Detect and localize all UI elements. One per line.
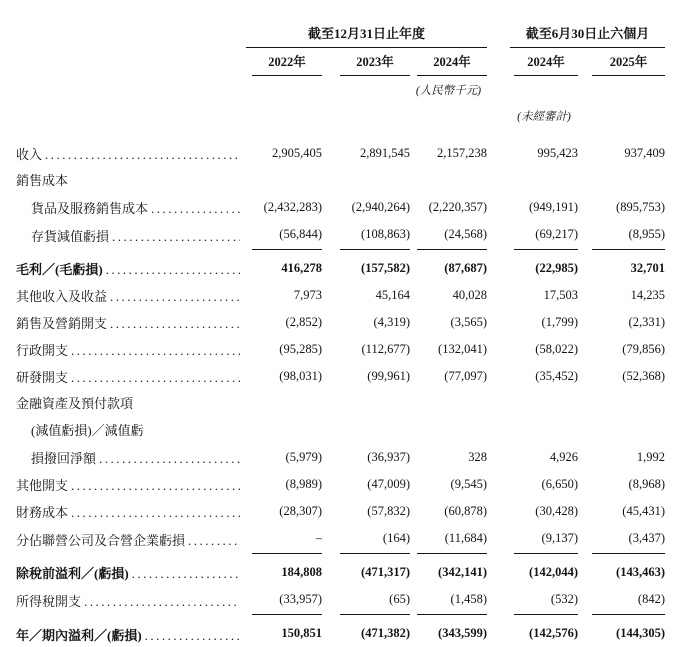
cell-2024 bbox=[410, 309, 487, 337]
row-label-cell bbox=[16, 560, 246, 587]
dot-leader bbox=[106, 256, 240, 283]
row-label: 收入 bbox=[16, 147, 43, 162]
cell-2025-interim bbox=[578, 586, 665, 615]
cell-2022 bbox=[246, 525, 322, 554]
cell-value: (144,305) bbox=[592, 620, 665, 647]
cell-value: (2,331) bbox=[628, 315, 665, 329]
cell-value: 4,926 bbox=[549, 450, 578, 464]
cell-2024-interim bbox=[510, 140, 578, 168]
cell-2022 bbox=[246, 498, 322, 526]
cell-2023 bbox=[322, 559, 410, 587]
cell-2025-interim bbox=[578, 471, 665, 499]
cell-value: (157,582) bbox=[361, 261, 410, 275]
dot-leader bbox=[71, 499, 240, 526]
table-row bbox=[16, 336, 700, 363]
cell-2025-interim bbox=[578, 167, 665, 194]
cell-2023 bbox=[322, 167, 410, 194]
cell-value: 45,164 bbox=[375, 288, 410, 302]
cell-2024-interim bbox=[510, 498, 578, 526]
row-label: 分佔聯營公司及合營企業虧損 bbox=[16, 533, 186, 548]
cell-value: (56,844) bbox=[252, 221, 322, 250]
row-label-cell bbox=[16, 167, 246, 194]
cell-2022 bbox=[246, 559, 322, 587]
row-label-cell bbox=[16, 256, 246, 283]
row-label-cell bbox=[16, 223, 246, 250]
cell-value bbox=[514, 406, 578, 407]
cell-value: (22,985) bbox=[535, 261, 578, 275]
cell-2024 bbox=[410, 586, 487, 615]
cell-value: 937,409 bbox=[624, 146, 665, 160]
row-label-cell bbox=[16, 310, 246, 337]
dot-leader bbox=[71, 337, 240, 364]
table-row bbox=[16, 390, 700, 417]
cell-2024-interim bbox=[510, 444, 578, 472]
cell-2025-interim bbox=[578, 140, 665, 168]
cell-2023 bbox=[322, 194, 410, 222]
header-year-columns bbox=[16, 48, 700, 76]
cell-2022 bbox=[246, 167, 322, 194]
row-label: 貨品及服務銷售成本 bbox=[31, 201, 149, 216]
cell-2024 bbox=[410, 498, 487, 526]
row-label-cell bbox=[16, 527, 246, 554]
cell-value: (2,852) bbox=[285, 315, 322, 329]
cell-2022 bbox=[246, 586, 322, 615]
cell-2025-interim bbox=[578, 221, 665, 250]
unaudited-note: (未經審計) bbox=[517, 111, 571, 123]
cell-value: (87,687) bbox=[444, 261, 487, 275]
cell-2023 bbox=[322, 255, 410, 283]
header-unaudited-row bbox=[16, 98, 700, 124]
cell-2025-interim bbox=[578, 336, 665, 364]
cell-2024 bbox=[410, 559, 487, 587]
cell-2025-interim bbox=[578, 390, 665, 417]
table-row bbox=[16, 498, 700, 525]
cell-value: (132,041) bbox=[438, 342, 487, 356]
cell-2024 bbox=[410, 471, 487, 499]
table-row bbox=[16, 471, 700, 498]
table-row bbox=[16, 444, 700, 471]
cell-2022 bbox=[246, 363, 322, 391]
dot-leader bbox=[112, 223, 240, 250]
row-label-cell bbox=[16, 337, 246, 364]
cell-value: (471,382) bbox=[340, 620, 410, 647]
row-label: (減值虧損)／減值虧 bbox=[31, 423, 144, 438]
cell-2024-interim bbox=[510, 309, 578, 337]
cell-value: 328 bbox=[468, 450, 487, 464]
cell-2022 bbox=[246, 255, 322, 283]
cell-value: (342,141) bbox=[438, 565, 487, 579]
cell-2025-interim bbox=[578, 282, 665, 310]
cell-2024 bbox=[410, 140, 487, 168]
table-row bbox=[16, 417, 700, 444]
cell-2022 bbox=[246, 620, 322, 647]
cell-2024 bbox=[410, 444, 487, 472]
cell-2024 bbox=[410, 620, 487, 647]
cell-value: (6,650) bbox=[541, 477, 578, 491]
cell-value: (2,432,283) bbox=[263, 200, 322, 214]
dot-leader bbox=[110, 310, 240, 337]
row-label-cell bbox=[16, 472, 246, 499]
dot-leader bbox=[151, 195, 240, 222]
year-column-2025-interim bbox=[578, 52, 665, 76]
year-label: 2024年 bbox=[514, 52, 578, 76]
cell-value: (33,957) bbox=[252, 586, 322, 615]
cell-value: (1,458) bbox=[417, 586, 487, 615]
row-label: 所得稅開支 bbox=[16, 594, 82, 609]
cell-2025-interim bbox=[578, 498, 665, 526]
dot-leader bbox=[188, 527, 240, 554]
year-label: 2024年 bbox=[417, 52, 487, 76]
cell-2025-interim bbox=[578, 559, 665, 587]
cell-2024-interim bbox=[510, 390, 578, 417]
cell-2024-interim bbox=[510, 336, 578, 364]
cell-2024 bbox=[410, 417, 487, 444]
cell-value: 2,891,545 bbox=[360, 146, 410, 160]
cell-value: 32,701 bbox=[630, 261, 665, 275]
cell-2024-interim bbox=[510, 282, 578, 310]
row-label-cell bbox=[16, 499, 246, 526]
cell-2025-interim bbox=[578, 309, 665, 337]
cell-value: (45,431) bbox=[622, 504, 665, 518]
cell-2025-interim bbox=[578, 444, 665, 472]
cell-value: (95,285) bbox=[279, 342, 322, 356]
cell-2023 bbox=[322, 363, 410, 391]
cell-value: (5,979) bbox=[285, 450, 322, 464]
cell-value: (36,937) bbox=[367, 450, 410, 464]
period-group-annual-title: 截至12月31日止年度 bbox=[307, 26, 425, 41]
cell-2022 bbox=[246, 194, 322, 222]
cell-value: (28,307) bbox=[279, 504, 322, 518]
cell-2024 bbox=[410, 167, 487, 194]
cell-value: (58,022) bbox=[535, 342, 578, 356]
cell-value: (77,097) bbox=[444, 369, 487, 383]
cell-value: (108,863) bbox=[340, 221, 410, 250]
row-label: 財務成本 bbox=[16, 505, 69, 520]
cell-value bbox=[340, 433, 410, 434]
header-currency-row bbox=[16, 76, 700, 98]
cell-value bbox=[592, 183, 665, 184]
cell-value bbox=[340, 406, 410, 407]
row-label: 研發開支 bbox=[16, 370, 69, 385]
cell-value: (532) bbox=[514, 586, 578, 615]
cell-2025-interim bbox=[578, 620, 665, 647]
cell-2024-interim bbox=[510, 525, 578, 554]
cell-value: (343,599) bbox=[417, 620, 487, 647]
cell-2024-interim bbox=[510, 620, 578, 647]
cell-value: (98,031) bbox=[279, 369, 322, 383]
cell-value: (143,463) bbox=[616, 565, 665, 579]
row-label-cell bbox=[16, 588, 246, 615]
cell-value: (949,191) bbox=[529, 200, 578, 214]
cell-2024-interim bbox=[510, 586, 578, 615]
table-row bbox=[16, 525, 700, 552]
cell-value: (164) bbox=[340, 525, 410, 554]
table-row bbox=[16, 586, 700, 613]
cell-2022 bbox=[246, 309, 322, 337]
cell-value: (9,545) bbox=[450, 477, 487, 491]
dot-leader bbox=[45, 141, 240, 168]
cell-2023 bbox=[322, 417, 410, 444]
cell-value: 416,278 bbox=[281, 261, 322, 275]
row-label: 銷售及營銷開支 bbox=[16, 316, 108, 331]
cell-value: (69,217) bbox=[514, 221, 578, 250]
cell-value: (1,799) bbox=[541, 315, 578, 329]
row-label: 金融資產及預付款項 bbox=[16, 396, 134, 411]
period-group-interim bbox=[510, 23, 665, 48]
dot-leader bbox=[132, 560, 240, 587]
cell-value bbox=[252, 406, 322, 407]
cell-2025-interim bbox=[578, 194, 665, 222]
cell-value: (142,044) bbox=[529, 565, 578, 579]
cell-2023 bbox=[322, 498, 410, 526]
cell-value bbox=[592, 406, 665, 407]
cell-value: (52,368) bbox=[622, 369, 665, 383]
cell-value bbox=[514, 183, 578, 184]
cell-value bbox=[417, 406, 487, 407]
cell-value: 2,905,405 bbox=[272, 146, 322, 160]
cell-value: (8,955) bbox=[592, 221, 665, 250]
row-label: 除稅前溢利／(虧損) bbox=[16, 566, 129, 581]
cell-value: (112,677) bbox=[361, 342, 410, 356]
cell-value: (2,220,357) bbox=[428, 200, 487, 214]
dot-leader bbox=[84, 588, 240, 615]
cell-value: 995,423 bbox=[537, 146, 578, 160]
cell-2024-interim bbox=[510, 559, 578, 587]
cell-2023 bbox=[322, 140, 410, 168]
table-body bbox=[16, 140, 700, 647]
cell-value: (842) bbox=[592, 586, 665, 615]
table-row bbox=[16, 255, 700, 282]
cell-value: (65) bbox=[340, 586, 410, 615]
cell-value bbox=[417, 183, 487, 184]
cell-value: (47,009) bbox=[367, 477, 410, 491]
cell-2024-interim bbox=[510, 167, 578, 194]
cell-2023 bbox=[322, 390, 410, 417]
cell-value: (11,684) bbox=[417, 525, 487, 554]
dot-leader bbox=[110, 283, 240, 310]
period-group-annual bbox=[246, 23, 487, 48]
year-label: 2022年 bbox=[252, 52, 322, 76]
cell-value: (3,565) bbox=[450, 315, 487, 329]
dot-leader bbox=[99, 445, 240, 472]
year-label: 2023年 bbox=[340, 52, 410, 76]
cell-2023 bbox=[322, 336, 410, 364]
table-row bbox=[16, 282, 700, 309]
cell-2022 bbox=[246, 221, 322, 250]
cell-2023 bbox=[322, 282, 410, 310]
row-label-cell bbox=[16, 141, 246, 168]
year-column-2024 bbox=[410, 52, 487, 76]
cell-2024 bbox=[410, 255, 487, 283]
cell-value bbox=[340, 183, 410, 184]
table-row bbox=[16, 221, 700, 248]
cell-value: (8,989) bbox=[285, 477, 322, 491]
cell-2022 bbox=[246, 336, 322, 364]
cell-2024-interim bbox=[510, 363, 578, 391]
cell-value: 7,973 bbox=[293, 288, 322, 302]
table-row bbox=[16, 620, 700, 647]
cell-2023 bbox=[322, 586, 410, 615]
cell-value bbox=[592, 433, 665, 434]
cell-2023 bbox=[322, 620, 410, 647]
row-label-cell bbox=[16, 283, 246, 310]
cell-2024 bbox=[410, 282, 487, 310]
cell-2022 bbox=[246, 471, 322, 499]
cell-2024 bbox=[410, 194, 487, 222]
year-label: 2025年 bbox=[592, 52, 665, 76]
currency-note: (人民幣千元) bbox=[415, 85, 482, 97]
row-label: 毛利／(毛虧損) bbox=[16, 262, 103, 277]
cell-value bbox=[514, 433, 578, 434]
cell-2024-interim bbox=[510, 471, 578, 499]
cell-2023 bbox=[322, 525, 410, 554]
row-label-cell bbox=[16, 364, 246, 391]
cell-2024 bbox=[410, 221, 487, 250]
cell-value: (99,961) bbox=[367, 369, 410, 383]
table-row bbox=[16, 309, 700, 336]
row-label: 銷售成本 bbox=[16, 173, 69, 188]
row-label: 其他開支 bbox=[16, 478, 69, 493]
cell-value: (3,437) bbox=[592, 525, 665, 554]
cell-value: (4,319) bbox=[373, 315, 410, 329]
dot-leader bbox=[71, 364, 240, 391]
cell-2024 bbox=[410, 336, 487, 364]
cell-value: 2,157,238 bbox=[437, 146, 487, 160]
table-row bbox=[16, 167, 700, 194]
cell-value: (2,940,264) bbox=[351, 200, 410, 214]
cell-2022 bbox=[246, 140, 322, 168]
cell-2023 bbox=[322, 309, 410, 337]
row-label-cell bbox=[16, 417, 246, 444]
cell-2022 bbox=[246, 390, 322, 417]
period-group-interim-title: 截至6月30日止六個月 bbox=[525, 26, 650, 41]
cell-value: (35,452) bbox=[535, 369, 578, 383]
cell-2022 bbox=[246, 444, 322, 472]
year-column-2023 bbox=[322, 52, 410, 76]
cell-2023 bbox=[322, 221, 410, 250]
cell-value: (8,968) bbox=[628, 477, 665, 491]
cell-2025-interim bbox=[578, 255, 665, 283]
cell-value: 14,235 bbox=[630, 288, 665, 302]
cell-value: (142,576) bbox=[514, 620, 578, 647]
table-row bbox=[16, 194, 700, 221]
cell-2024 bbox=[410, 525, 487, 554]
cell-2024 bbox=[410, 363, 487, 391]
cell-2025-interim bbox=[578, 417, 665, 444]
cell-value: (57,832) bbox=[367, 504, 410, 518]
cell-value: 184,808 bbox=[281, 565, 322, 579]
cell-2025-interim bbox=[578, 525, 665, 554]
cell-value: (895,753) bbox=[616, 200, 665, 214]
cell-2023 bbox=[322, 471, 410, 499]
cell-value: 1,992 bbox=[636, 450, 665, 464]
row-label-cell bbox=[16, 622, 246, 647]
row-label: 損撥回淨額 bbox=[31, 451, 97, 466]
dot-leader bbox=[145, 622, 240, 647]
dot-leader bbox=[71, 472, 240, 499]
cell-2024-interim bbox=[510, 255, 578, 283]
cell-value: 40,028 bbox=[452, 288, 487, 302]
table-row bbox=[16, 140, 700, 167]
row-label: 行政開支 bbox=[16, 343, 69, 358]
row-label-cell bbox=[16, 445, 246, 472]
cell-value bbox=[417, 433, 487, 434]
table-row bbox=[16, 559, 700, 586]
row-label-cell bbox=[16, 195, 246, 222]
row-label: 其他收入及收益 bbox=[16, 289, 108, 304]
year-column-2024-interim bbox=[510, 52, 578, 76]
cell-value: (471,317) bbox=[361, 565, 410, 579]
cell-2023 bbox=[322, 444, 410, 472]
cell-value: – bbox=[252, 525, 322, 554]
cell-value: (30,428) bbox=[535, 504, 578, 518]
year-column-2022 bbox=[246, 52, 322, 76]
table-row bbox=[16, 363, 700, 390]
cell-2024-interim bbox=[510, 221, 578, 250]
row-label: 年／期內溢利／(虧損) bbox=[16, 628, 142, 643]
cell-value: (60,878) bbox=[444, 504, 487, 518]
cell-value: (9,137) bbox=[514, 525, 578, 554]
cell-value bbox=[252, 433, 322, 434]
cell-value: 150,851 bbox=[252, 620, 322, 647]
header-period-groups bbox=[16, 14, 700, 48]
cell-2022 bbox=[246, 282, 322, 310]
cell-value: (24,568) bbox=[417, 221, 487, 250]
row-label-cell bbox=[16, 390, 246, 417]
cell-value bbox=[252, 183, 322, 184]
cell-2024-interim bbox=[510, 194, 578, 222]
cell-value: (79,856) bbox=[622, 342, 665, 356]
cell-2022 bbox=[246, 417, 322, 444]
cell-value: 17,503 bbox=[543, 288, 578, 302]
cell-2025-interim bbox=[578, 363, 665, 391]
cell-2024-interim bbox=[510, 417, 578, 444]
cell-2024 bbox=[410, 390, 487, 417]
row-label: 存貨減值虧損 bbox=[31, 229, 110, 244]
